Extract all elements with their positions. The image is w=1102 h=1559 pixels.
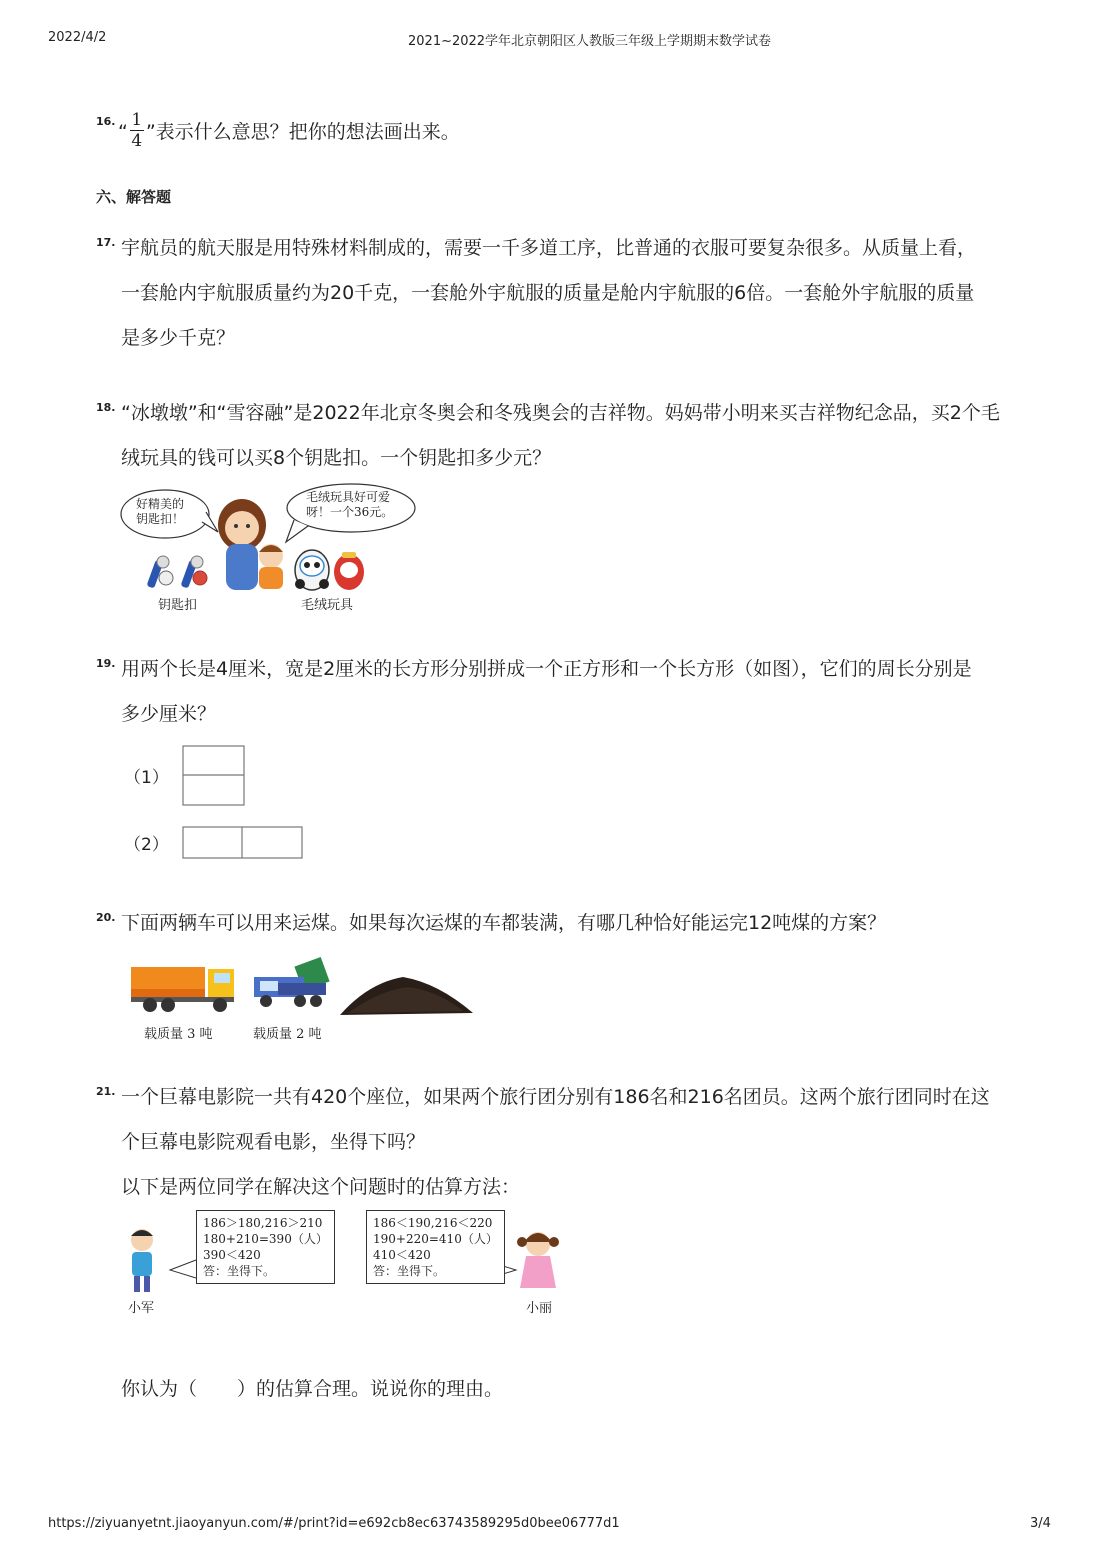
- figure-label-1: （1）: [124, 768, 169, 788]
- trucks-illustration: [128, 955, 478, 1025]
- question-16-body: ”表示什么意思？把你的想法画出来。: [145, 121, 460, 143]
- figure-label-2: （2）: [124, 835, 169, 855]
- square-figure: [182, 745, 246, 807]
- question-19-line: 用两个长是4厘米，宽是2厘米的长方形分别拼成一个正方形和一个长方形（如图），它们的周长分别是: [121, 658, 972, 680]
- question-number-16: 16.: [96, 115, 116, 128]
- caption-plush-toy: 毛绒玩具: [301, 598, 354, 613]
- girl-xiaoli-icon: [517, 1232, 559, 1288]
- question-21-line: 个巨幕电影院观看电影，坐得下吗？: [121, 1131, 426, 1153]
- fraction-denominator: 4: [131, 131, 143, 151]
- calc-box-right: [366, 1210, 505, 1284]
- students-illustration: [118, 1222, 578, 1304]
- question-number-17: 17.: [96, 236, 116, 249]
- orange-dump-truck-icon: [131, 967, 234, 1012]
- footer-url[interactable]: https://ziyuanyetnt.jiaoyanyun.com/#/print?id=e692cb8ec63743589295d0bee06777d1: [48, 1516, 620, 1531]
- prompt-before: 你认为（: [121, 1378, 198, 1400]
- fraction-numerator: 1: [131, 110, 143, 130]
- question-number-19: 19.: [96, 657, 116, 670]
- calc-line: 答：坐得下。: [373, 1264, 446, 1278]
- question-21-line: 以下是两位同学在解决这个问题时的估算方法：: [121, 1176, 521, 1198]
- fraction-one-quarter: [130, 110, 144, 151]
- calc-line: 190+220=410（人）: [373, 1232, 498, 1246]
- bubble-left-line: 好精美的: [136, 497, 185, 511]
- prompt-after: ）的估算合理。说说你的理由。: [237, 1378, 504, 1400]
- caption-truck-2t: 载质量 2 吨: [253, 1027, 322, 1042]
- question-number-20: 20.: [96, 911, 116, 924]
- bubble-left-line: 钥匙扣！: [136, 512, 185, 526]
- question-21-line: 一个巨幕电影院一共有420个座位，如果两个旅行团分别有186名和216名团员。这两个旅行团同时在这: [121, 1086, 990, 1108]
- caption-keychain: 钥匙扣: [158, 598, 198, 613]
- bubble-right-line: 呀！一个36元。: [306, 505, 394, 519]
- question-18-line: 绒玩具的钱可以买8个钥匙扣。一个钥匙扣多少元？: [121, 447, 552, 469]
- question-18-line: “冰墩墩”和“雪容融”是2022年北京冬奥会和冬残奥会的吉祥物。妈妈带小明来买吉祥物纪念品，买2个毛: [121, 402, 1000, 424]
- question-21-prompt: [121, 1377, 503, 1401]
- calc-line: 答：坐得下。: [203, 1264, 276, 1278]
- calc-box-left: [196, 1210, 335, 1284]
- rectangle-figure: [182, 826, 304, 860]
- coal-pile-icon: [340, 977, 473, 1015]
- question-number-21: 21.: [96, 1085, 116, 1098]
- calc-line: 180+210=390（人）: [203, 1232, 328, 1246]
- question-20-line: 下面两辆车可以用来运煤。如果每次运煤的车都装满，有哪几种恰好能运完12吨煤的方案？: [121, 912, 887, 934]
- print-date: 2022/4/2: [48, 30, 107, 45]
- question-17-line: 一套舱内宇航服质量约为20千克，一套舱外宇航服的质量是舱内宇航服的6倍。一套舱外宇航服的质量: [121, 282, 975, 304]
- bubble-right-line: 毛绒玩具好可爱: [306, 490, 391, 504]
- name-xiaoli: 小丽: [526, 1301, 553, 1316]
- question-number-18: 18.: [96, 401, 116, 414]
- open-quote: “: [118, 121, 128, 143]
- plush-lantern-icon: [334, 552, 364, 590]
- keychain-icon: [146, 556, 207, 589]
- boy-xiaojun-icon: [131, 1229, 153, 1292]
- question-17-line: 宇航员的航天服是用特殊材料制成的，需要一千多道工序，比普通的衣服可要复杂很多。从质量上看，: [121, 237, 977, 259]
- name-xiaojun: 小军: [128, 1301, 155, 1316]
- section-title: 六、解答题: [96, 188, 172, 206]
- question-16-text: [118, 112, 460, 153]
- calc-line: 186＞180,216＞210: [203, 1216, 323, 1230]
- question-19-line: 多少厘米？: [121, 703, 217, 725]
- calc-line: 390＜420: [203, 1248, 261, 1262]
- document-title: 2021~2022学年北京朝阳区人教版三年级上学期期末数学试卷: [408, 34, 772, 49]
- boy-figure-icon: [259, 544, 283, 589]
- calc-line: 186＜190,216＜220: [373, 1216, 493, 1230]
- page-number: 3/4: [1030, 1516, 1051, 1531]
- mother-figure-icon: [218, 499, 266, 590]
- blue-dump-truck-icon: [254, 957, 330, 1007]
- question-17-line: 是多少千克？: [121, 327, 236, 349]
- plush-panda-icon: [295, 550, 329, 590]
- calc-line: 410＜420: [373, 1248, 431, 1262]
- caption-truck-3t: 载质量 3 吨: [144, 1027, 213, 1042]
